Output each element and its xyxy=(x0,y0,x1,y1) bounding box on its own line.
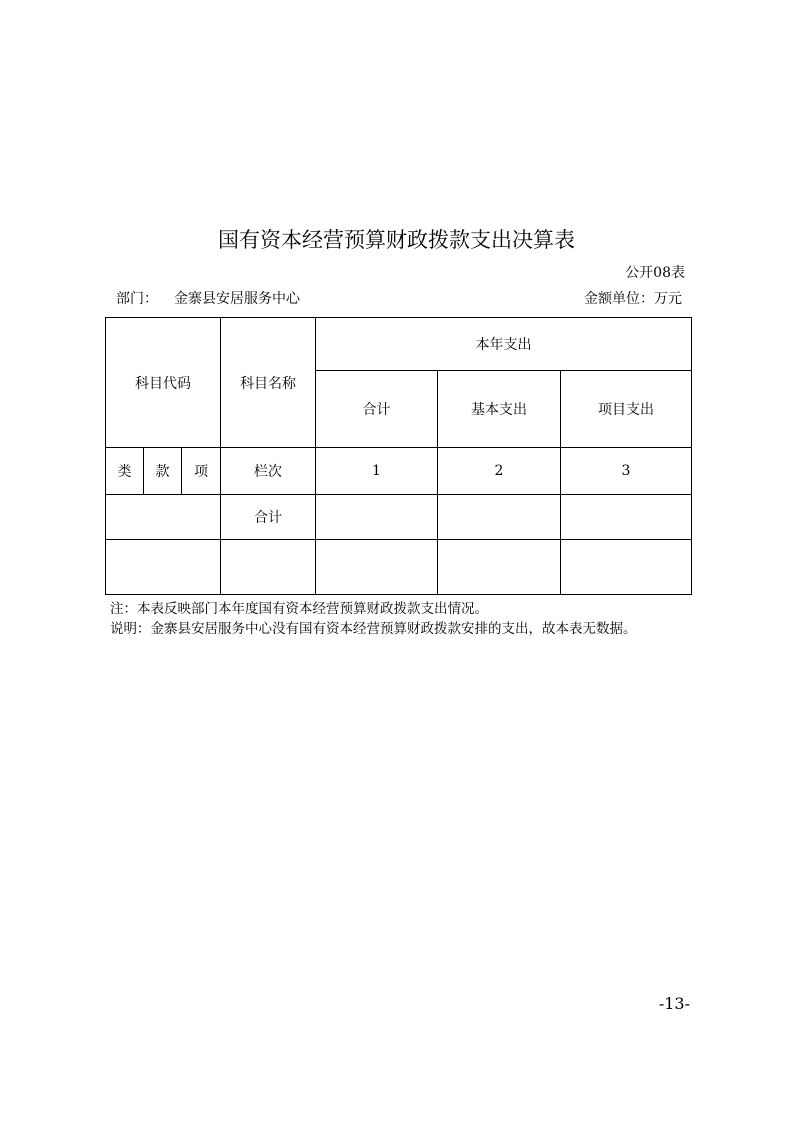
department-value: 金寨县安居服务中心 xyxy=(174,291,300,307)
header-row-1 xyxy=(106,318,692,371)
header-column-no: 栏次 xyxy=(221,448,316,495)
column-number-1: 1 xyxy=(316,448,438,495)
page-number: -13- xyxy=(658,994,690,1013)
data-row-project-cell xyxy=(561,540,692,595)
column-number-row xyxy=(106,448,692,495)
page-title: 国有资本经营预算财政拨款支出决算表 xyxy=(218,228,575,252)
header-project-expenditure: 项目支出 xyxy=(561,371,692,448)
department-line xyxy=(116,290,300,308)
budget-table xyxy=(105,317,692,595)
total-row-project-cell xyxy=(561,495,692,540)
header-lei: 类 xyxy=(106,448,144,495)
data-row-basic-cell xyxy=(438,540,561,595)
total-row xyxy=(106,495,692,540)
column-number-3: 3 xyxy=(561,448,692,495)
empty-data-row xyxy=(106,540,692,595)
table-explanation: 说明：金寨县安居服务中心没有国有资本经营预算财政拨款安排的支出，故本表无数据。 xyxy=(110,621,637,637)
total-row-total-cell xyxy=(316,495,438,540)
data-row-name-cell xyxy=(221,540,316,595)
header-subject-code: 科目代码 xyxy=(106,318,221,448)
column-number-2: 2 xyxy=(438,448,561,495)
form-number: 公开08表 xyxy=(625,265,685,281)
total-row-basic-cell xyxy=(438,495,561,540)
department-label: 部门： xyxy=(116,291,158,307)
total-row-code-cell xyxy=(106,495,221,540)
header-subject-name: 科目名称 xyxy=(221,318,316,448)
header-basic-expenditure: 基本支出 xyxy=(438,371,561,448)
amount-unit: 金额单位：万元 xyxy=(584,291,682,307)
total-row-label: 合计 xyxy=(221,495,316,540)
header-current-year-expenditure: 本年支出 xyxy=(316,318,692,371)
table-note: 注：本表反映部门本年度国有资本经营预算财政拨款支出情况。 xyxy=(110,601,488,617)
data-row-code-cell xyxy=(106,540,221,595)
header-xiang: 项 xyxy=(182,448,221,495)
data-row-total-cell xyxy=(316,540,438,595)
header-kuan: 款 xyxy=(144,448,182,495)
header-total: 合计 xyxy=(316,371,438,448)
